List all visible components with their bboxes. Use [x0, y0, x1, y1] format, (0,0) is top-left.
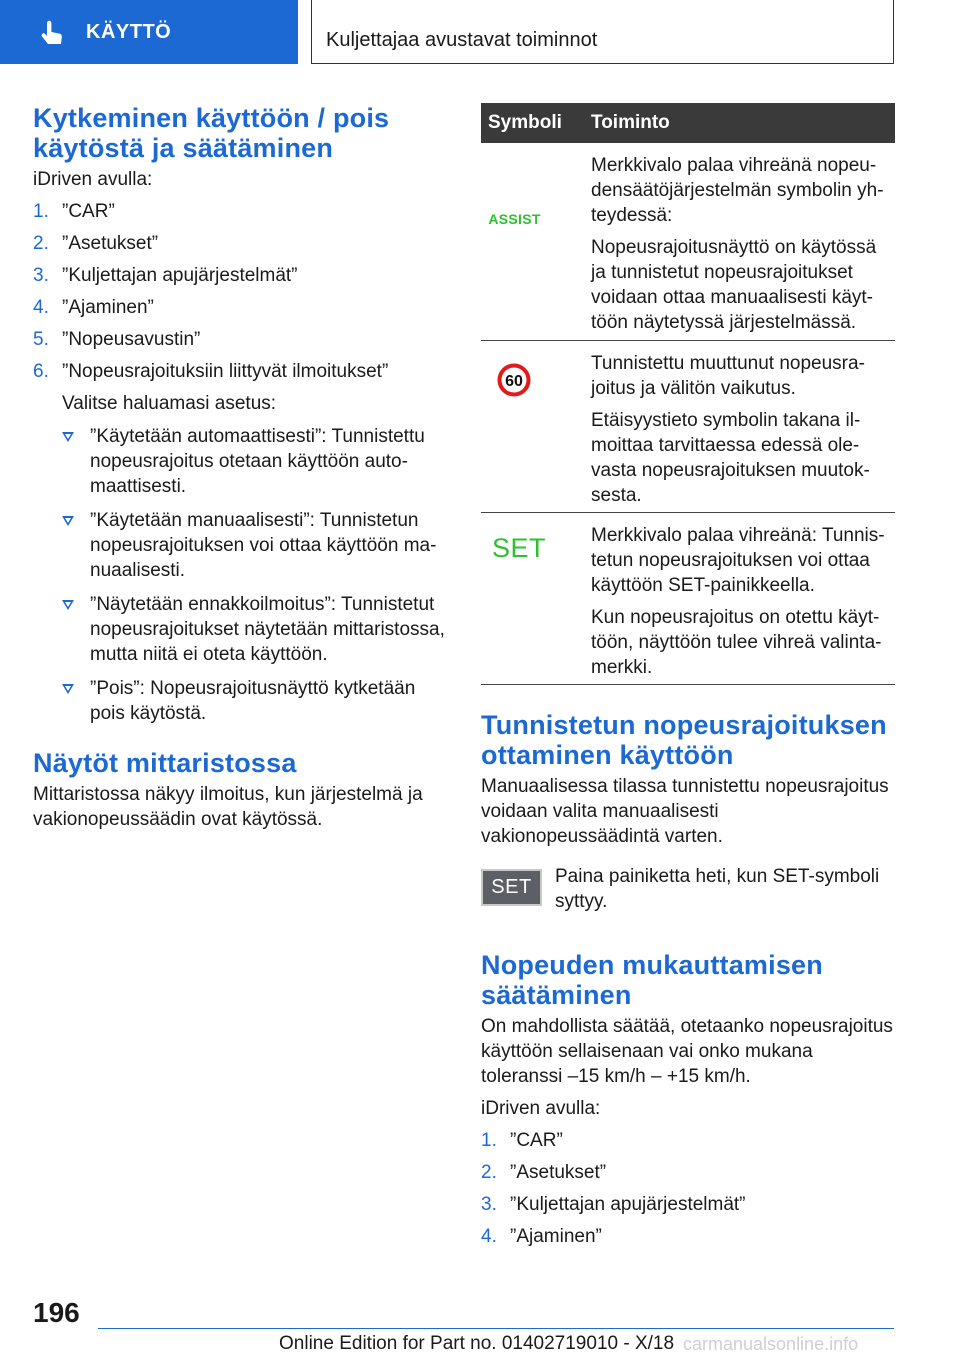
row-text: Tunnistettu muuttunut nopeusrajoitus ja välitön vaikutus. — [591, 353, 865, 399]
left-column — [33, 103, 448, 832]
chapter-title: Kuljettajaa avustavat toiminnot — [326, 29, 598, 51]
footer-divider — [98, 1328, 894, 1329]
speed-adapt-text: On mahdollista säätää, otetaanko nopeusrajoitus käyttöön sellaisenaan vai onko mukana toleranssi –15 km/h – +15 km/h. — [481, 1016, 893, 1087]
row-text: Kun nopeusrajoitus on otettu käyttöön, näyttöön tulee vihreä valintamerkki. — [591, 607, 882, 678]
list-item: ”Näytetään ennakkoilmoitus”: Tunnistetut nopeusrajoitukset näytetään mittaristossa, mutta niitä ei oteta käyttöön. — [62, 592, 448, 667]
list-item: 6. ”Nopeusrajoituksiin liittyvät ilmoitukset” — [33, 361, 389, 382]
section-tab — [0, 0, 298, 64]
list-item: 2. ”Asetukset” — [481, 1162, 607, 1183]
row-text: Etäisyystieto symbolin takana ilmoittaa tarvittaessa edessä olevasta nopeusrajoituksen muutoksesta. — [591, 410, 870, 506]
heading-switch-on-off: Kytkeminen käyttöön / pois käytöstä ja säätäminen — [33, 103, 390, 163]
chapter-header — [311, 0, 894, 64]
steps-list — [33, 199, 448, 384]
intro-text: iDriven avulla: — [481, 1098, 601, 1119]
heading-displays: Näytöt mittaristossa — [33, 748, 297, 778]
list-item: ”Pois”: Nopeusrajoitusnäyttö kytketään pois käytöstä. — [62, 676, 448, 726]
table-header — [481, 103, 895, 143]
list-item: 3. ”Kuljettajan apujärjestelmät” — [33, 265, 298, 286]
column-header-symbol: Symboli — [488, 112, 562, 133]
list-item: 4. ”Ajaminen” — [33, 297, 154, 318]
table-row — [481, 143, 895, 341]
table-row — [481, 341, 895, 513]
section-title: KÄYTTÖ — [86, 21, 172, 43]
list-item: 2. ”Asetukset” — [33, 233, 159, 254]
intro-text: iDriven avulla: — [33, 169, 153, 190]
list-item: 4. ”Ajaminen” — [481, 1226, 602, 1247]
right-column-lower — [481, 950, 895, 1249]
list-item: 3. ”Kuljettajan apujärjestelmät” — [481, 1194, 746, 1215]
triangle-bullet-icon — [62, 516, 74, 526]
watermark: carmanualsonline.info — [683, 1334, 859, 1354]
row-text: Merkkivalo palaa vihreänä: Tunnistetun nopeusrajoituksen voi ottaa käyttöön SET-painikkeella. — [591, 525, 885, 596]
set-button-text: Paina painiketta heti, kun SET-symboli syttyy. — [555, 866, 880, 912]
row-text: Merkkivalo palaa vihreänä nopeudensäätöjärjestelmän symbolin yhteydessä: — [591, 155, 884, 226]
displays-text: Mittaristossa näkyy ilmoitus, kun järjestelmä ja vakionopeussäädin ovat käytössä. — [33, 784, 423, 830]
column-header-function: Toiminto — [591, 112, 670, 133]
list-item: 1. ”CAR” — [481, 1130, 563, 1151]
heading-adopt-limit: Tunnistetun nopeusrajoituksen ottaminen käyttöön — [481, 710, 887, 770]
symbol-table — [481, 103, 895, 685]
row-text: Nopeusrajoitusnäyttö on käytössä ja tunnistetut nopeusrajoitukset voidaan ottaa manuaalisesti käyttöön näytetyssä järjestelmässä. — [591, 237, 877, 333]
triangle-bullet-icon — [62, 432, 74, 442]
options-list — [33, 424, 448, 726]
triangle-bullet-icon — [62, 600, 74, 610]
heading-speed-adapt: Nopeuden mukauttamisen säätäminen — [481, 950, 823, 1010]
right-column-upper — [481, 710, 895, 849]
list-item: ”Käytetään manuaalisesti”: Tunnistetun nopeusrajoituksen voi ottaa käyttöön manuaalisesti. — [62, 508, 448, 583]
list-item: ”Käytetään automaattisesti”: Tunnistettu nopeusrajoitus otetaan käyttöön automaattisesti. — [62, 424, 448, 499]
steps-list — [481, 1128, 895, 1249]
adopt-text: Manuaalisessa tilassa tunnistettu nopeusrajoitus voidaan valita manuaalisesti vakionopeussäädintä varten. — [481, 776, 889, 847]
edition-text: Online Edition for Part no. 01402719010 - X/18 — [279, 1333, 675, 1354]
page-number: 196 — [33, 1297, 80, 1328]
list-item: 1. ”CAR” — [33, 201, 115, 222]
choose-text: Valitse haluamasi asetus: — [62, 393, 277, 414]
assist-icon: ASSIST — [488, 211, 541, 227]
table-row: SET Merkkivalo palaa vihreänä: Tunnistetun nopeusrajoituksen voi ottaa käyttöön SET-painikkeella. Kun nopeusrajoitus on otettu käyttöön, näyttöön tulee vihreä valintamerkki. — [481, 513, 895, 685]
hand-pointer-icon — [38, 20, 66, 48]
speed-limit-value: 60 — [505, 373, 523, 390]
list-item: 5. ”Nopeusavustin” — [33, 329, 201, 350]
set-button-icon: SET — [481, 869, 542, 906]
triangle-bullet-icon — [62, 684, 74, 694]
